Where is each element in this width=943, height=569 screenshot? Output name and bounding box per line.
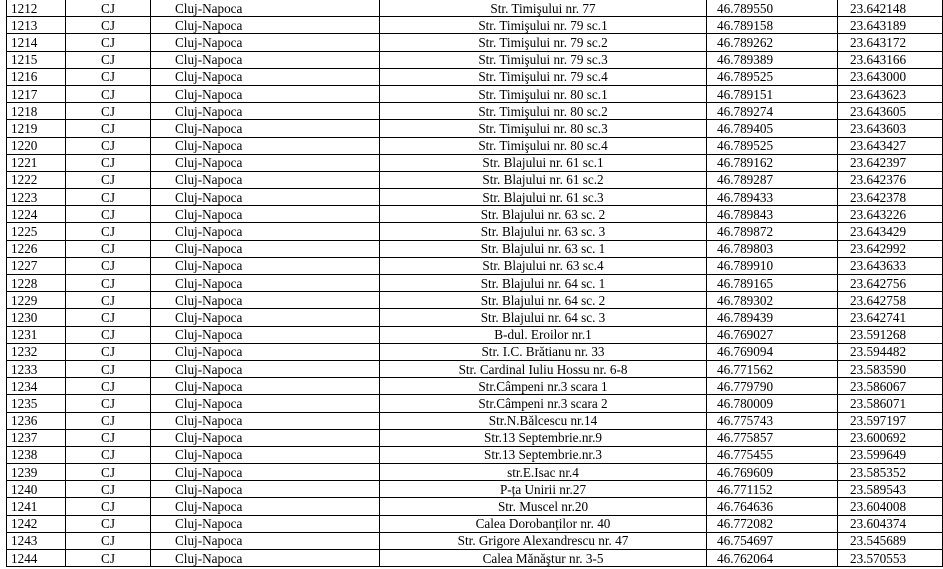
longitude-cell: 23.604374 — [838, 515, 943, 532]
row-number-cell: 1219 — [7, 120, 66, 137]
address-cell: Str. Timişului nr. 79 sc.2 — [380, 34, 707, 51]
table-row — [7, 498, 943, 515]
row-number-cell: 1244 — [7, 550, 66, 567]
address-cell: Str. Blajului nr. 63 sc. 1 — [380, 240, 707, 257]
address-cell: Str. Blajului nr. 63 sc. 2 — [380, 206, 707, 223]
row-number-cell: 1232 — [7, 343, 66, 360]
city-cell: Cluj-Napoca — [151, 223, 380, 240]
latitude-cell: 46.789158 — [707, 17, 838, 34]
longitude-cell: 23.545689 — [838, 532, 943, 549]
table-row — [7, 68, 943, 85]
county-cell: CJ — [66, 360, 151, 377]
county-cell: CJ — [66, 515, 151, 532]
address-cell: Str. Blajului nr. 63 sc. 3 — [380, 223, 707, 240]
address-cell: Str. Timişului nr. 79 sc.4 — [380, 68, 707, 85]
county-cell: CJ — [66, 292, 151, 309]
city-cell: Cluj-Napoca — [151, 68, 380, 85]
row-number-cell: 1229 — [7, 292, 66, 309]
longitude-cell: 23.642758 — [838, 292, 943, 309]
longitude-cell: 23.643189 — [838, 17, 943, 34]
latitude-cell: 46.789405 — [707, 120, 838, 137]
table-row — [7, 360, 943, 377]
county-cell: CJ — [66, 68, 151, 85]
county-cell: CJ — [66, 464, 151, 481]
county-cell: CJ — [66, 378, 151, 395]
county-cell: CJ — [66, 412, 151, 429]
latitude-cell: 46.771562 — [707, 360, 838, 377]
address-cell: Str. Blajului nr. 63 sc.4 — [380, 257, 707, 274]
county-cell: CJ — [66, 395, 151, 412]
address-cell: Str. Blajului nr. 64 sc. 1 — [380, 275, 707, 292]
city-cell: Cluj-Napoca — [151, 137, 380, 154]
address-cell: Str. Timişului nr. 80 sc.2 — [380, 103, 707, 120]
latitude-cell: 46.779790 — [707, 378, 838, 395]
address-cell: Calea Dorobanților nr. 40 — [380, 515, 707, 532]
latitude-cell: 46.775743 — [707, 412, 838, 429]
latitude-cell: 46.789162 — [707, 154, 838, 171]
county-cell: CJ — [66, 17, 151, 34]
table-row — [7, 395, 943, 412]
table-row — [7, 550, 943, 567]
table-row — [7, 515, 943, 532]
city-cell: Cluj-Napoca — [151, 257, 380, 274]
longitude-cell: 23.591268 — [838, 326, 943, 343]
longitude-cell: 23.643603 — [838, 120, 943, 137]
row-number-cell: 1231 — [7, 326, 66, 343]
latitude-cell: 46.754697 — [707, 532, 838, 549]
county-cell: CJ — [66, 446, 151, 463]
table-body — [7, 0, 943, 567]
row-number-cell: 1226 — [7, 240, 66, 257]
row-number-cell: 1238 — [7, 446, 66, 463]
latitude-cell: 46.780009 — [707, 395, 838, 412]
table-row — [7, 85, 943, 102]
latitude-cell: 46.772082 — [707, 515, 838, 532]
city-cell: Cluj-Napoca — [151, 292, 380, 309]
row-number-cell: 1237 — [7, 429, 66, 446]
county-cell: CJ — [66, 223, 151, 240]
table-row — [7, 137, 943, 154]
county-cell: CJ — [66, 429, 151, 446]
row-number-cell: 1235 — [7, 395, 66, 412]
address-cell: Str. Blajului nr. 61 sc.1 — [380, 154, 707, 171]
address-cell: Str. Cardinal Iuliu Hossu nr. 6-8 — [380, 360, 707, 377]
address-cell: Str.Câmpeni nr.3 scara 2 — [380, 395, 707, 412]
city-cell: Cluj-Napoca — [151, 275, 380, 292]
address-cell: Str. Blajului nr. 61 sc.2 — [380, 171, 707, 188]
address-cell: Str. Grigore Alexandrescu nr. 47 — [380, 532, 707, 549]
latitude-cell: 46.789803 — [707, 240, 838, 257]
county-cell: CJ — [66, 103, 151, 120]
latitude-cell: 46.769094 — [707, 343, 838, 360]
latitude-cell: 46.789151 — [707, 85, 838, 102]
city-cell: Cluj-Napoca — [151, 360, 380, 377]
latitude-cell: 46.789165 — [707, 275, 838, 292]
row-number-cell: 1230 — [7, 309, 66, 326]
latitude-cell: 46.762064 — [707, 550, 838, 567]
row-number-cell: 1222 — [7, 171, 66, 188]
city-cell: Cluj-Napoca — [151, 515, 380, 532]
city-cell: Cluj-Napoca — [151, 429, 380, 446]
table-row — [7, 343, 943, 360]
county-cell: CJ — [66, 120, 151, 137]
table-row — [7, 429, 943, 446]
row-number-cell: 1239 — [7, 464, 66, 481]
county-cell: CJ — [66, 257, 151, 274]
county-cell: CJ — [66, 85, 151, 102]
row-number-cell: 1217 — [7, 85, 66, 102]
longitude-cell: 23.600692 — [838, 429, 943, 446]
table-row — [7, 154, 943, 171]
longitude-cell: 23.586071 — [838, 395, 943, 412]
county-cell: CJ — [66, 498, 151, 515]
address-cell: Str.13 Septembrie.nr.3 — [380, 446, 707, 463]
latitude-cell: 46.789550 — [707, 0, 838, 17]
latitude-cell: 46.775455 — [707, 446, 838, 463]
address-cell: B-dul. Eroilor nr.1 — [380, 326, 707, 343]
table-row — [7, 34, 943, 51]
county-cell: CJ — [66, 275, 151, 292]
address-cell: Str.Câmpeni nr.3 scara 1 — [380, 378, 707, 395]
latitude-cell: 46.789910 — [707, 257, 838, 274]
county-cell: CJ — [66, 550, 151, 567]
latitude-cell: 46.789433 — [707, 189, 838, 206]
row-number-cell: 1236 — [7, 412, 66, 429]
row-number-cell: 1216 — [7, 68, 66, 85]
city-cell: Cluj-Napoca — [151, 103, 380, 120]
latitude-cell: 46.789525 — [707, 137, 838, 154]
table-row — [7, 17, 943, 34]
city-cell: Cluj-Napoca — [151, 154, 380, 171]
longitude-cell: 23.642378 — [838, 189, 943, 206]
row-number-cell: 1241 — [7, 498, 66, 515]
city-cell: Cluj-Napoca — [151, 550, 380, 567]
city-cell: Cluj-Napoca — [151, 0, 380, 17]
city-cell: Cluj-Napoca — [151, 120, 380, 137]
address-cell: Str. Timişului nr. 80 sc.3 — [380, 120, 707, 137]
row-number-cell: 1242 — [7, 515, 66, 532]
row-number-cell: 1233 — [7, 360, 66, 377]
row-number-cell: 1215 — [7, 51, 66, 68]
latitude-cell: 46.775857 — [707, 429, 838, 446]
county-cell: CJ — [66, 189, 151, 206]
row-number-cell: 1220 — [7, 137, 66, 154]
table-row — [7, 275, 943, 292]
longitude-cell: 23.597197 — [838, 412, 943, 429]
table-row — [7, 532, 943, 549]
address-cell: Str.N.Bălcescu nr.14 — [380, 412, 707, 429]
city-cell: Cluj-Napoca — [151, 17, 380, 34]
latitude-cell: 46.789872 — [707, 223, 838, 240]
table-row — [7, 378, 943, 395]
latitude-cell: 46.789525 — [707, 68, 838, 85]
county-cell: CJ — [66, 51, 151, 68]
address-cell: Str. Blajului nr. 64 sc. 3 — [380, 309, 707, 326]
longitude-cell: 23.642756 — [838, 275, 943, 292]
address-cell: Str. I.C. Brătianu nr. 33 — [380, 343, 707, 360]
longitude-cell: 23.643226 — [838, 206, 943, 223]
row-number-cell: 1224 — [7, 206, 66, 223]
address-cell: P-ța Unirii nr.27 — [380, 481, 707, 498]
table-row — [7, 171, 943, 188]
table-row — [7, 206, 943, 223]
row-number-cell: 1223 — [7, 189, 66, 206]
longitude-cell: 23.585352 — [838, 464, 943, 481]
table-row — [7, 240, 943, 257]
table-row — [7, 292, 943, 309]
longitude-cell: 23.589543 — [838, 481, 943, 498]
city-cell: Cluj-Napoca — [151, 446, 380, 463]
longitude-cell: 23.642397 — [838, 154, 943, 171]
city-cell: Cluj-Napoca — [151, 189, 380, 206]
latitude-cell: 46.789274 — [707, 103, 838, 120]
county-cell: CJ — [66, 343, 151, 360]
address-cell: Str. Muscel nr.20 — [380, 498, 707, 515]
city-cell: Cluj-Napoca — [151, 85, 380, 102]
longitude-cell: 23.643429 — [838, 223, 943, 240]
county-cell: CJ — [66, 532, 151, 549]
county-cell: CJ — [66, 309, 151, 326]
table-row — [7, 223, 943, 240]
county-cell: CJ — [66, 481, 151, 498]
address-cell: Str. Timişului nr. 79 sc.3 — [380, 51, 707, 68]
latitude-cell: 46.789843 — [707, 206, 838, 223]
county-cell: CJ — [66, 137, 151, 154]
row-number-cell: 1212 — [7, 0, 66, 17]
city-cell: Cluj-Napoca — [151, 240, 380, 257]
row-number-cell: 1225 — [7, 223, 66, 240]
county-cell: CJ — [66, 154, 151, 171]
county-cell: CJ — [66, 206, 151, 223]
latitude-cell: 46.769609 — [707, 464, 838, 481]
table-row — [7, 464, 943, 481]
locations-table — [6, 0, 943, 567]
city-cell: Cluj-Napoca — [151, 171, 380, 188]
city-cell: Cluj-Napoca — [151, 532, 380, 549]
latitude-cell: 46.789287 — [707, 171, 838, 188]
address-cell: Str. Blajului nr. 61 sc.3 — [380, 189, 707, 206]
longitude-cell: 23.570553 — [838, 550, 943, 567]
latitude-cell: 46.789389 — [707, 51, 838, 68]
row-number-cell: 1234 — [7, 378, 66, 395]
table-row — [7, 257, 943, 274]
address-cell: Str. Timişului nr. 77 — [380, 0, 707, 17]
county-cell: CJ — [66, 34, 151, 51]
table-row — [7, 51, 943, 68]
table-row — [7, 120, 943, 137]
table-row — [7, 326, 943, 343]
city-cell: Cluj-Napoca — [151, 498, 380, 515]
table-row — [7, 189, 943, 206]
address-cell: Str. Timişului nr. 80 sc.4 — [380, 137, 707, 154]
county-cell: CJ — [66, 326, 151, 343]
longitude-cell: 23.643172 — [838, 34, 943, 51]
row-number-cell: 1214 — [7, 34, 66, 51]
table-row — [7, 103, 943, 120]
longitude-cell: 23.642992 — [838, 240, 943, 257]
address-cell: Str. Blajului nr. 64 sc. 2 — [380, 292, 707, 309]
longitude-cell: 23.643633 — [838, 257, 943, 274]
county-cell: CJ — [66, 0, 151, 17]
longitude-cell: 23.583590 — [838, 360, 943, 377]
table-row — [7, 446, 943, 463]
row-number-cell: 1228 — [7, 275, 66, 292]
longitude-cell: 23.642741 — [838, 309, 943, 326]
city-cell: Cluj-Napoca — [151, 309, 380, 326]
table-row — [7, 0, 943, 17]
city-cell: Cluj-Napoca — [151, 206, 380, 223]
county-cell: CJ — [66, 240, 151, 257]
row-number-cell: 1221 — [7, 154, 66, 171]
latitude-cell: 46.764636 — [707, 498, 838, 515]
longitude-cell: 23.643605 — [838, 103, 943, 120]
row-number-cell: 1227 — [7, 257, 66, 274]
longitude-cell: 23.643427 — [838, 137, 943, 154]
city-cell: Cluj-Napoca — [151, 343, 380, 360]
city-cell: Cluj-Napoca — [151, 378, 380, 395]
city-cell: Cluj-Napoca — [151, 464, 380, 481]
longitude-cell: 23.599649 — [838, 446, 943, 463]
longitude-cell: 23.643000 — [838, 68, 943, 85]
longitude-cell: 23.642148 — [838, 0, 943, 17]
county-cell: CJ — [66, 171, 151, 188]
longitude-cell: 23.642376 — [838, 171, 943, 188]
table-row — [7, 309, 943, 326]
city-cell: Cluj-Napoca — [151, 395, 380, 412]
address-cell: Calea Mănăştur nr. 3-5 — [380, 550, 707, 567]
longitude-cell: 23.643166 — [838, 51, 943, 68]
row-number-cell: 1243 — [7, 532, 66, 549]
table-row — [7, 412, 943, 429]
latitude-cell: 46.789302 — [707, 292, 838, 309]
address-cell: str.E.Isac nr.4 — [380, 464, 707, 481]
address-cell: Str. Timişului nr. 79 sc.1 — [380, 17, 707, 34]
longitude-cell: 23.594482 — [838, 343, 943, 360]
latitude-cell: 46.789439 — [707, 309, 838, 326]
city-cell: Cluj-Napoca — [151, 481, 380, 498]
longitude-cell: 23.586067 — [838, 378, 943, 395]
table-row — [7, 481, 943, 498]
city-cell: Cluj-Napoca — [151, 412, 380, 429]
row-number-cell: 1213 — [7, 17, 66, 34]
city-cell: Cluj-Napoca — [151, 34, 380, 51]
latitude-cell: 46.789262 — [707, 34, 838, 51]
address-cell: Str.13 Septembrie.nr.9 — [380, 429, 707, 446]
row-number-cell: 1240 — [7, 481, 66, 498]
latitude-cell: 46.771152 — [707, 481, 838, 498]
latitude-cell: 46.769027 — [707, 326, 838, 343]
city-cell: Cluj-Napoca — [151, 326, 380, 343]
city-cell: Cluj-Napoca — [151, 51, 380, 68]
address-cell: Str. Timişului nr. 80 sc.1 — [380, 85, 707, 102]
longitude-cell: 23.643623 — [838, 85, 943, 102]
longitude-cell: 23.604008 — [838, 498, 943, 515]
row-number-cell: 1218 — [7, 103, 66, 120]
